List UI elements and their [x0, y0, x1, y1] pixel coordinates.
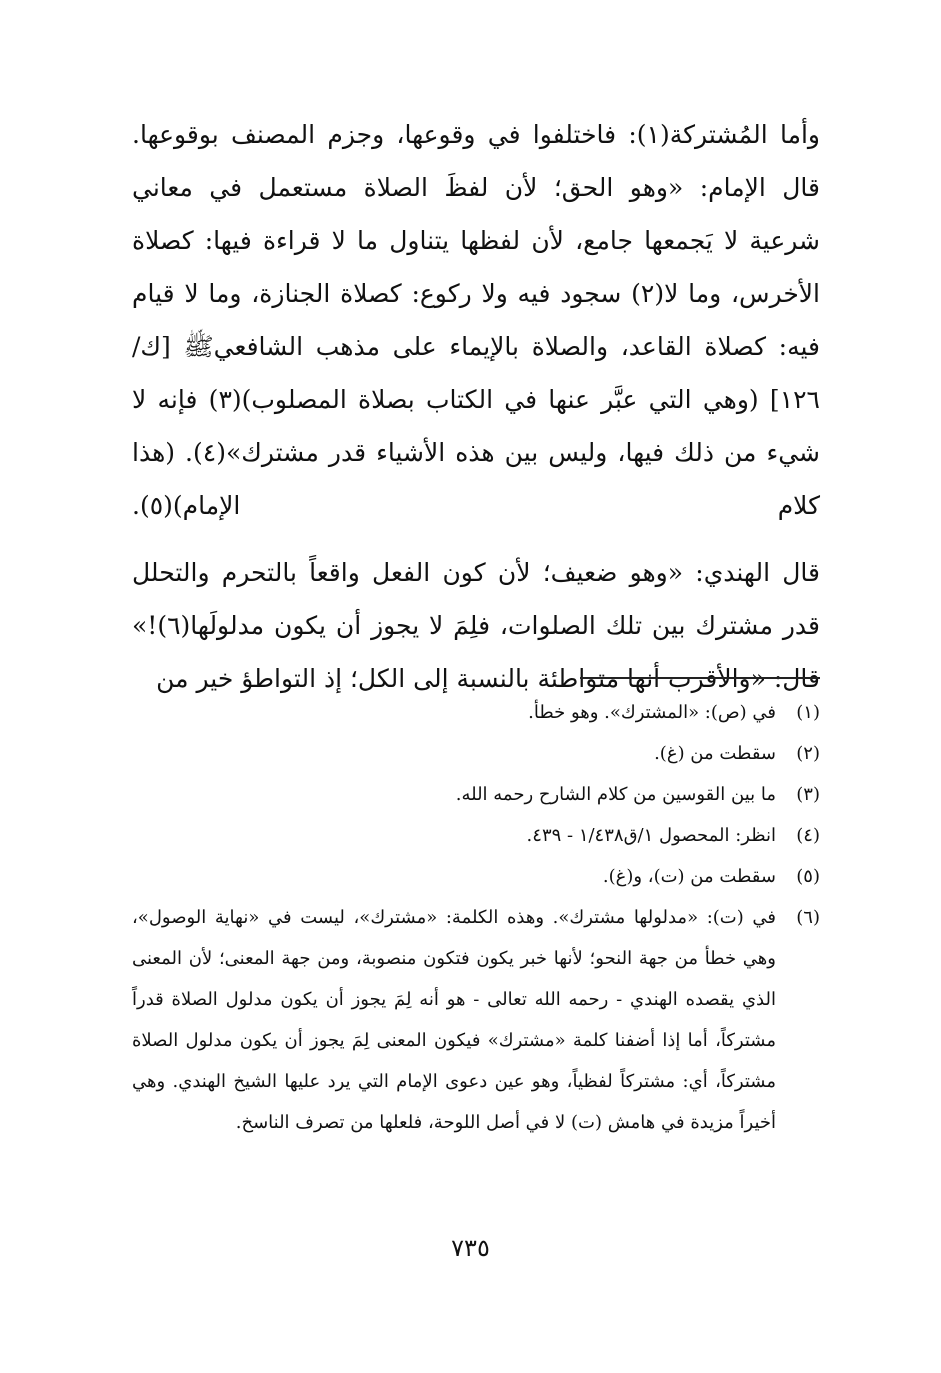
footnotes: [132, 692, 820, 1143]
footnote-5: [132, 856, 820, 897]
footnote-number: (٦): [796, 907, 820, 928]
footnote-2: [132, 733, 820, 774]
footnote-number: (٥): [796, 866, 820, 887]
footnote-text: في (ت): «مدلولها مشترك». وهذه الكلمة: «مشترك»، ليست في «نهاية الوصول»، وهي خطأ من جهة النحو؛ لأنها خبر يكون فتكون منصوبة، ومن جهة المعنى؛ لأن المعنى الذي يقصده الهندي - رحمه الله تعالى - هو أنه لِمَ يجوز أن يكون مدلول الصلاة قدراً مشتركاً، أما إذا أضفنا كلمة «مشترك» فيكون المعنى لِمَ يجوز أن يكون مدلول الصلاة مشتركاً، أي: مشتركاً لفظياً، وهو عين دعوى الإمام التي يرد عليها الشيخ الهندي. وهي أخيراً مزيدة في هامش (ت) لا في أصل اللوحة، فلعلها من تصرف الناسخ.: [132, 907, 776, 1133]
footnote-3: [132, 774, 820, 815]
main-text: [132, 108, 820, 705]
footnote-1: [132, 692, 820, 733]
footnote-separator: [580, 677, 820, 679]
footnote-text: في (ص): «المشترك». وهو خطأ.: [528, 702, 776, 723]
footnote-text: ما بين القوسين من كلام الشارح رحمه الله.: [455, 784, 776, 805]
footnote-number: (٤): [796, 825, 820, 846]
footnote-text: انظر: المحصول ١/ق١/٤٣٨ - ٤٣٩.: [526, 825, 776, 846]
footnote-text: سقطت من (غ).: [654, 743, 776, 764]
paragraph-2: قال الهندي: «وهو ضعيف؛ لأن كون الفعل واقعاً بالتحرم والتحلل قدر مشترك بين تلك الصلوات، فلِمَ لا يجوز أن يكون مدلولَها(٦)!» قال: «والأقرب أنها متواطئة بالنسبة إلى الكل؛ إذ التواطؤ خير من: [132, 558, 820, 693]
footnote-6: [132, 897, 820, 1143]
footnote-4: [132, 815, 820, 856]
page-number: ٧٣٥: [451, 1234, 490, 1262]
footnote-text: سقطت من (ت)، و(غ).: [602, 866, 776, 887]
paragraph-1: وأما المُشتركة(١): فاختلفوا في وقوعها، وجزم المصنف بوقوعها. قال الإمام: «وهو الحق؛ لأن لفظَ الصلاة مستعمل في معاني شرعية لا يَجمعها جامع، لأن لفظها يتناول ما لا قراءة فيها: كصلاة الأخرس، وما لا(٢) سجود فيه ولا ركوع: كصلاة الجنازة، وما لا قيام فيه: كصلاة القاعد، والصلاة بالإيماء على مذهب الشافعيﷺ [ك/١٢٦] (وهي التي عبَّر عنها في الكتاب بصلاة المصلوب)(٣) فإنه لا شيء من ذلك فيها، وليس بين هذه الأشياء قدر مشترك»(٤). (هذا كلام الإمام)(٥).: [132, 120, 820, 520]
footnote-number: (٢): [796, 743, 820, 764]
footnote-number: (٣): [796, 784, 820, 805]
footnote-number: (١): [796, 702, 820, 723]
